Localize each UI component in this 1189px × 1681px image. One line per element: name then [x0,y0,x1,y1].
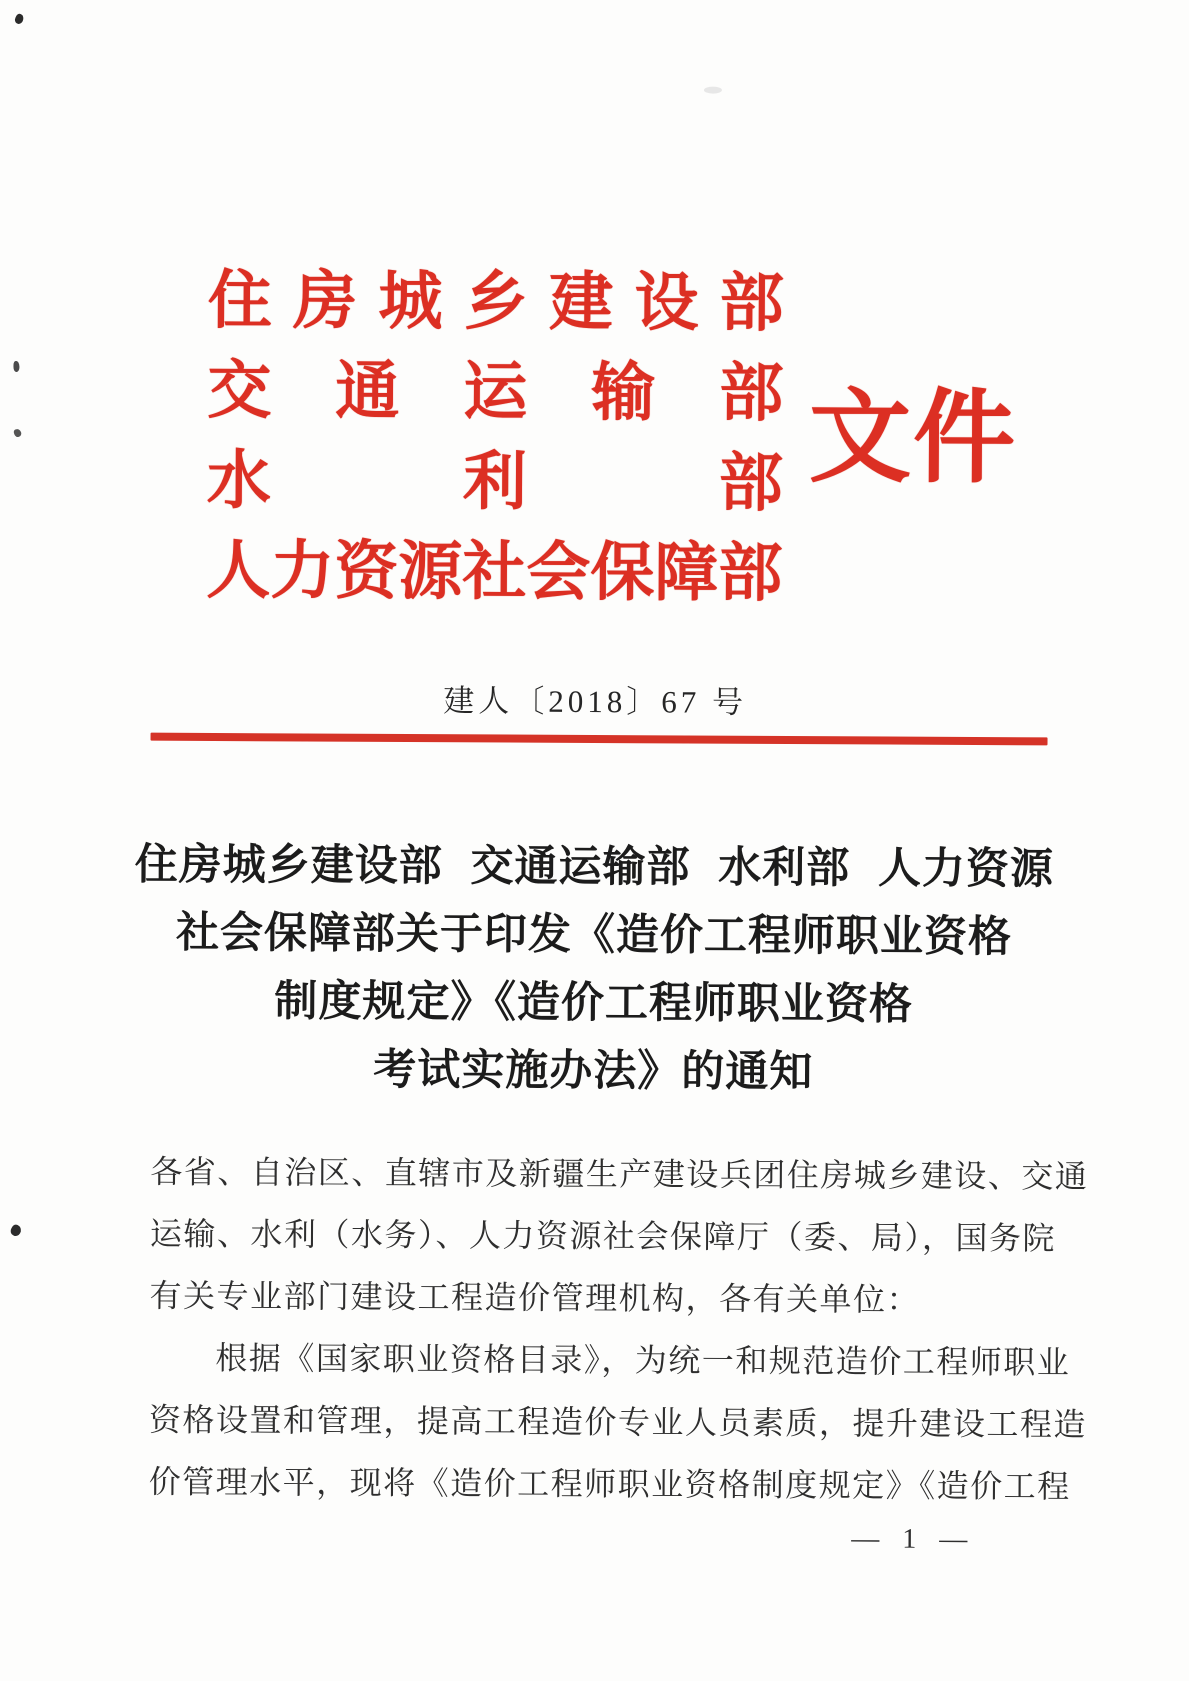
title-line: 住房城乡建设部 交通运输部 水利部 人力资源 [134,841,1055,894]
scan-artifact [13,361,19,372]
document-body [148,1141,1089,1518]
title-line: 社会保障部关于印发《造价工程师职业资格 [175,909,1013,962]
scan-artifact [704,87,722,94]
title-line: 制度规定》《造价工程师职业资格 [274,978,914,1029]
ministry-line-mohurd: 住 房 城 乡 建 设 部 [207,264,784,339]
paragraph-line: 资格设置和管理，提高工程造价专业人员素质，提升建设工程造 [148,1401,1088,1443]
salutation-line: 运输、水利（水务）、人力资源社会保障厅（委、局），国务院 [149,1215,1057,1257]
letterhead [206,256,1018,620]
letterhead-suffix-wenjian: 文件 [808,382,1018,497]
document-title [0,831,1189,1109]
ministry-line-transport: 交 通 运 输 部 [207,354,784,429]
paragraph-line: 价管理水平，现将《造价工程师职业资格制度规定》《造价工程 [148,1463,1071,1505]
title-line: 考试实施办法》的通知 [373,1046,814,1097]
salutation-line: 有关专业部门建设工程造价管理机构，各有关单位： [149,1277,921,1318]
paragraph-line: 根据《国家职业资格目录》，为统一和规范造价工程师职业 [215,1340,1071,1381]
document-number: 建人〔2018〕67 号 [443,683,748,720]
scan-artifact [13,428,22,438]
page-number: — 1 — [851,1523,976,1556]
ministry-line-mohrss: 人 力 资 源 社 会 保 障 部 [206,534,783,609]
ministry-names [206,256,784,619]
scan-artifact [9,1223,23,1238]
ministry-line-water: 水 利 部 [206,444,784,519]
scan-artifact [14,13,26,25]
salutation-line: 各省、自治区、直辖市及新疆生产建设兵团住房城乡建设、交通 [150,1153,1089,1195]
red-divider-line [151,733,1048,746]
